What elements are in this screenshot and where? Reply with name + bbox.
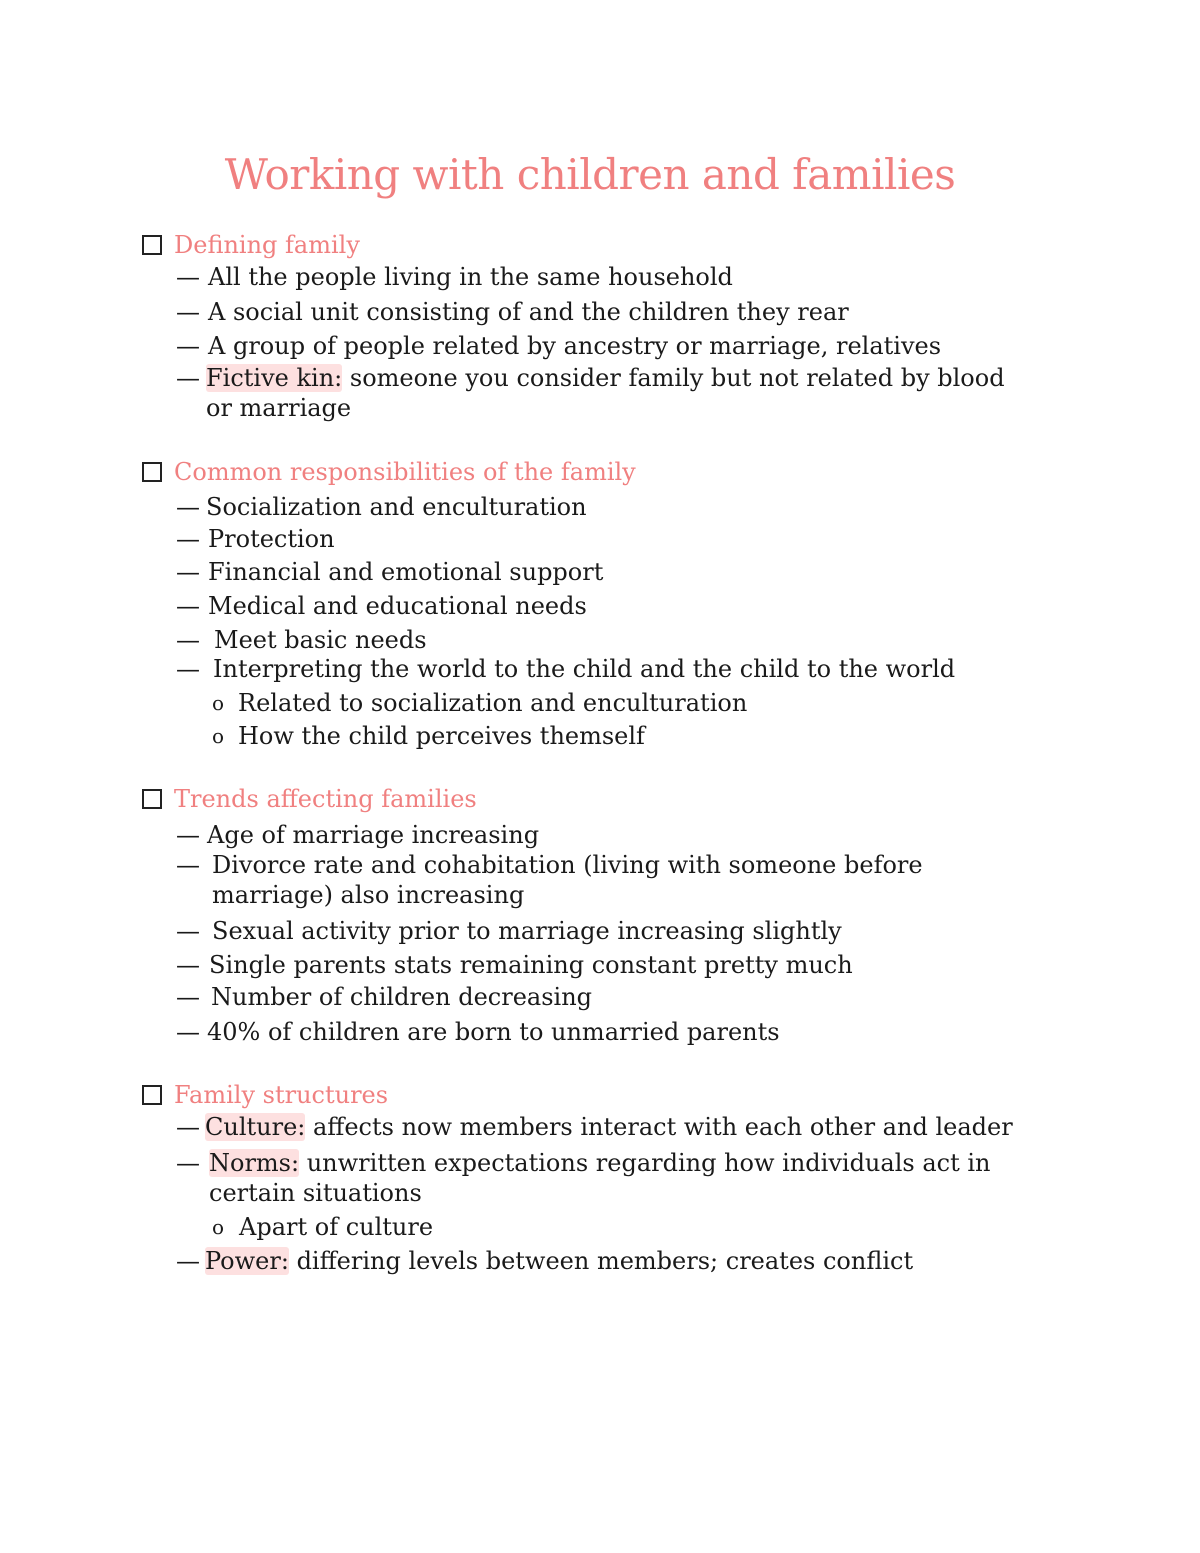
list-item: Medical and educational needs <box>208 592 587 620</box>
list-item: 40% of children are born to unmarried parents <box>207 1018 780 1046</box>
dash-icon: — <box>176 951 200 979</box>
term-highlight: Power: <box>205 1247 289 1275</box>
list-item: Single parents stats remaining constant pretty much <box>209 951 853 979</box>
checkbox-icon[interactable] <box>142 1085 162 1105</box>
list-item: Age of marriage increasing <box>207 821 540 849</box>
section-heading: Defining family <box>174 231 360 259</box>
list-item-continuation: certain situations <box>209 1179 422 1207</box>
bullet-icon: o <box>212 691 225 715</box>
term-highlight: Norms: <box>209 1149 300 1177</box>
dash-icon: — <box>176 525 200 553</box>
list-item-continuation: or marriage <box>206 394 352 422</box>
section-heading: Trends affecting families <box>174 785 477 813</box>
dash-icon: — <box>176 592 200 620</box>
list-item-continuation: marriage) also increasing <box>212 881 525 909</box>
list-item: Divorce rate and cohabitation (living with someone before <box>212 851 923 879</box>
dash-icon: — <box>176 332 200 360</box>
section-common-responsibilities <box>142 457 636 487</box>
section-trends <box>142 784 477 814</box>
dash-icon: — <box>176 851 200 879</box>
bullet-icon: o <box>212 724 225 748</box>
list-item <box>205 1246 913 1276</box>
term-definition: affects now members interact with each other and leader <box>305 1113 1013 1141</box>
dash-icon: — <box>176 364 200 392</box>
checkbox-icon[interactable] <box>142 235 162 255</box>
term-definition: differing levels between members; creates conflict <box>288 1247 914 1275</box>
dash-icon: — <box>176 821 200 849</box>
page-title: Working with children and families <box>224 150 956 199</box>
list-item: A group of people related by ancestry or marriage, relatives <box>208 332 942 360</box>
list-item: Number of children decreasing <box>211 983 593 1011</box>
dash-icon: — <box>176 917 200 945</box>
list-item: Meet basic needs <box>214 626 427 654</box>
dash-icon: — <box>176 298 200 326</box>
dash-icon: — <box>176 1149 200 1177</box>
dash-icon: — <box>176 493 200 521</box>
checkbox-icon[interactable] <box>142 789 162 809</box>
dash-icon: — <box>176 1113 200 1141</box>
list-item: Socialization and enculturation <box>206 493 587 521</box>
section-heading: Family structures <box>174 1081 389 1109</box>
section-heading: Common responsibilities of the family <box>174 458 636 486</box>
dash-icon: — <box>176 983 200 1011</box>
dash-icon: — <box>176 626 200 654</box>
sub-list-item: Apart of culture <box>239 1213 434 1241</box>
sub-list-item: How the child perceives themself <box>238 722 645 750</box>
list-item <box>205 1112 1013 1142</box>
dash-icon: — <box>176 655 200 683</box>
list-item <box>209 1148 990 1178</box>
dash-icon: — <box>176 1018 200 1046</box>
list-item: Sexual activity prior to marriage increasing slightly <box>212 917 842 945</box>
sub-list-item: Related to socialization and enculturation <box>238 689 748 717</box>
term-highlight: Fictive kin: <box>206 364 343 392</box>
bullet-icon: o <box>212 1215 225 1239</box>
checkbox-icon[interactable] <box>142 462 162 482</box>
term-highlight: Culture: <box>205 1113 306 1141</box>
section-family-structures <box>142 1080 388 1110</box>
dash-icon: — <box>176 263 200 291</box>
term-definition: someone you consider family but not related by blood <box>342 364 1005 392</box>
dash-icon: — <box>176 558 200 586</box>
dash-icon: — <box>176 1247 200 1275</box>
list-item: All the people living in the same household <box>208 263 733 291</box>
list-item: Protection <box>208 525 335 553</box>
term-definition: unwritten expectations regarding how individuals act in <box>299 1149 991 1177</box>
list-item: A social unit consisting of and the children they rear <box>208 298 849 326</box>
list-item <box>206 363 1005 393</box>
list-item: Interpreting the world to the child and the child to the world <box>213 655 956 683</box>
section-defining-family <box>142 230 360 260</box>
list-item: Financial and emotional support <box>208 558 604 586</box>
